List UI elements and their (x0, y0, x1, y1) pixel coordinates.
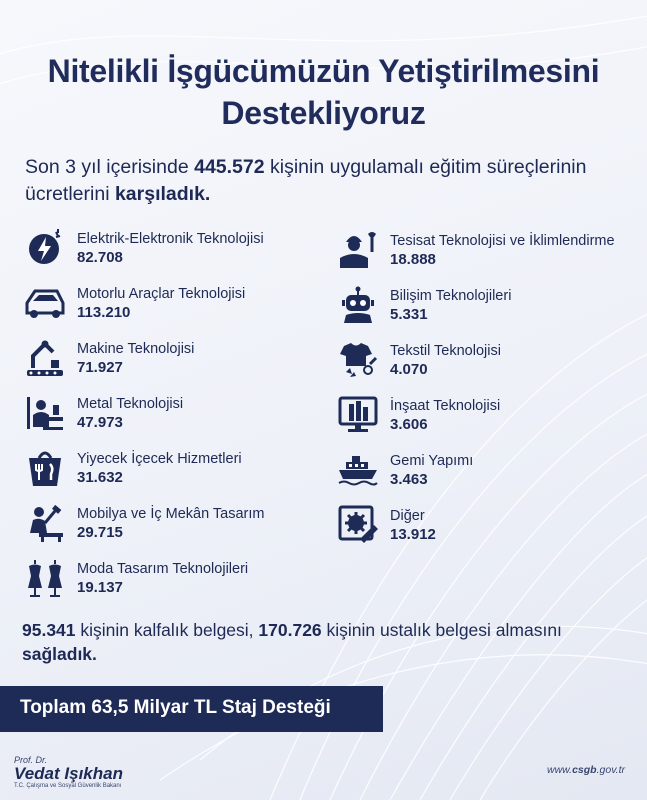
list-item-mobilya (25, 503, 315, 547)
tshirt-recycle-icon (338, 340, 378, 380)
item-value: 3.606 (390, 416, 428, 433)
food-bag-icon (25, 448, 65, 488)
item-label: Makine Teknolojisi (77, 341, 195, 357)
list-item-moda (25, 558, 315, 602)
item-label: Tesisat Teknolojisi ve İklimlendirme (390, 233, 615, 249)
signature-prefix: Prof. Dr. (14, 755, 48, 765)
bottom-part-3: sağladık. (22, 644, 97, 664)
mannequin-icon (25, 558, 65, 598)
car-repair-icon (25, 283, 65, 323)
signature-subtitle: T.C. Çalışma ve Sosyal Güvenlik Bakanı (14, 783, 122, 789)
bottom-part-1: kişinin kalfalık belgesi, (75, 620, 259, 640)
item-value: 4.070 (390, 361, 428, 378)
list-item-tesisat (338, 230, 638, 274)
item-value: 82.708 (77, 249, 123, 266)
item-label: Yiyecek İçecek Hizmetleri (77, 451, 242, 467)
plumber-icon (338, 230, 378, 270)
item-value: 71.927 (77, 359, 123, 376)
list-item-metal (25, 393, 315, 437)
title-line-2: Destekliyoruz (221, 95, 426, 131)
usta-count: 170.726 (258, 620, 322, 640)
item-label: İnşaat Teknolojisi (390, 398, 501, 414)
minister-signature (14, 755, 123, 789)
website-link[interactable] (547, 764, 625, 776)
item-value: 5.331 (390, 306, 428, 323)
item-label: Metal Teknolojisi (77, 396, 184, 412)
intro-part-1: Son 3 yıl içerisinde (25, 156, 195, 178)
bottom-part-2: kişinin ustalık belgesi almasını (321, 620, 562, 640)
item-value: 31.632 (77, 469, 123, 486)
list-item-insaat (338, 395, 638, 439)
item-value: 3.463 (390, 471, 428, 488)
website-post: .gov.tr (596, 764, 625, 776)
total-support-text: Toplam 63,5 Milyar TL Staj Desteği (20, 697, 331, 718)
ship-icon (338, 450, 378, 490)
item-label: Elektrik-Elektronik Teknolojisi (77, 231, 264, 247)
list-item-diger (338, 505, 638, 549)
item-label: Moda Tasarım Teknolojileri (77, 561, 249, 577)
certificate-summary (22, 618, 622, 666)
website-bold: csgb (572, 764, 597, 776)
item-label: Tekstil Teknolojisi (390, 343, 501, 359)
item-value: 18.888 (390, 251, 436, 268)
intro-text (25, 154, 625, 208)
lightning-bolt-icon (25, 228, 65, 268)
item-label: Gemi Yapımı (390, 453, 474, 469)
item-value: 19.137 (77, 579, 123, 596)
intro-count: 445.572 (194, 156, 265, 178)
intro-part-3: karşıladık. (114, 183, 211, 205)
list-item-elektrik (25, 228, 315, 272)
building-monitor-icon (338, 395, 378, 435)
intro-part-2: kişinin uygulamalı eğitim süreçlerinin ücretlerini (25, 156, 587, 205)
item-value: 47.973 (77, 414, 123, 431)
list-item-bilisim (338, 285, 638, 329)
item-label: Bilişim Teknolojileri (390, 288, 512, 304)
robot-head-icon (338, 285, 378, 325)
carpenter-icon (25, 503, 65, 543)
item-value: 13.912 (390, 526, 436, 543)
kalfa-count: 95.341 (22, 620, 76, 640)
list-item-makine (25, 338, 315, 382)
item-label: Motorlu Araçlar Teknolojisi (77, 286, 246, 302)
item-value: 29.715 (77, 524, 123, 541)
page-title (0, 50, 647, 134)
item-label: Diğer (390, 508, 425, 524)
robot-arm-icon (25, 338, 65, 378)
list-item-tekstil (338, 340, 638, 384)
title-line-1: Nitelikli İşgücümüzün Yetiştirilmesini (47, 53, 600, 89)
metal-worker-icon (25, 393, 65, 433)
signature-name: Vedat Işıkhan (14, 764, 123, 783)
gear-pencil-icon (338, 505, 378, 545)
total-support-banner (0, 686, 383, 732)
list-item-gemi (338, 450, 638, 494)
list-item-yiyecek (25, 448, 315, 492)
item-label: Mobilya ve İç Mekân Tasarım (77, 506, 265, 522)
item-value: 113.210 (77, 304, 131, 321)
website-pre: www. (546, 764, 573, 776)
list-item-motorlu (25, 283, 315, 327)
